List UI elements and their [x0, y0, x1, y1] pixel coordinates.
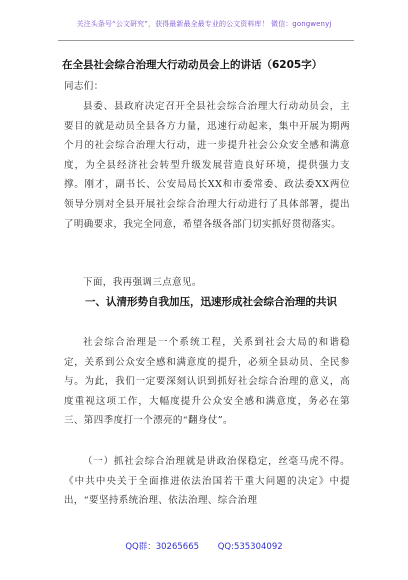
- footer-qq: QQ:535304092: [217, 542, 283, 552]
- footer-qq-group: QQ群：30265665: [125, 542, 200, 552]
- section-paragraph-2: （一）抓社会综合治理就是讲政治保稳定，丝毫马虎不得。《中共中央关于全面推进依法治国若干重大问题的决定》中提出，“要坚持系统治理、依法治理、综合治理: [64, 456, 350, 507]
- section-heading: 一、认清形势自我加压，迅速形成社会综合治理的共识: [85, 296, 337, 308]
- paragraph-transition: 下面，我再强调三点意见。: [83, 277, 202, 288]
- header-divider: [58, 40, 354, 41]
- section-paragraph-1: 社会综合治理是一个系统工程，关系到社会大局的和谐稳定，关系到公众安全感和满意度的提升，必须全县动员、全民参与。为此，我们一定要深刻认识到抓好社会综合治理的意义，高度重视这项工作，大幅度提升公众安全感和满意度，务必在第三、第四季度打一个漂亮的“翻身仗”。: [64, 337, 350, 427]
- paragraph-intro: 县委、县政府决定召开全县社会综合治理大行动动员会，主要目的就是动员全县各方力量，迅速行动起来，集中开展为期两个月的社会综合治理大行动，进一步提升社会公众安全感和满意度，为全县经济社会转型升级发展营造良好环境，提供强力支撑。刚才，副书长、公安局局长XX和市委常委、政法委XX两位领导分别对全县开展社会综合治理大行动进行了具体部署，提出了明确要求，我完全同意，希望各级各部门切实抓好贯彻落实。: [64, 101, 350, 230]
- document-title: 在全县社会综合治理大行动动员会上的讲话（6205字）: [62, 59, 323, 71]
- header-promo-text: 关注头条号“公文研究”，获得最新最全最专业的公文资料库！ 微信：gongwenyj: [76, 20, 332, 28]
- greeting: 同志们：: [64, 81, 104, 92]
- footer-contact: [0, 540, 408, 552]
